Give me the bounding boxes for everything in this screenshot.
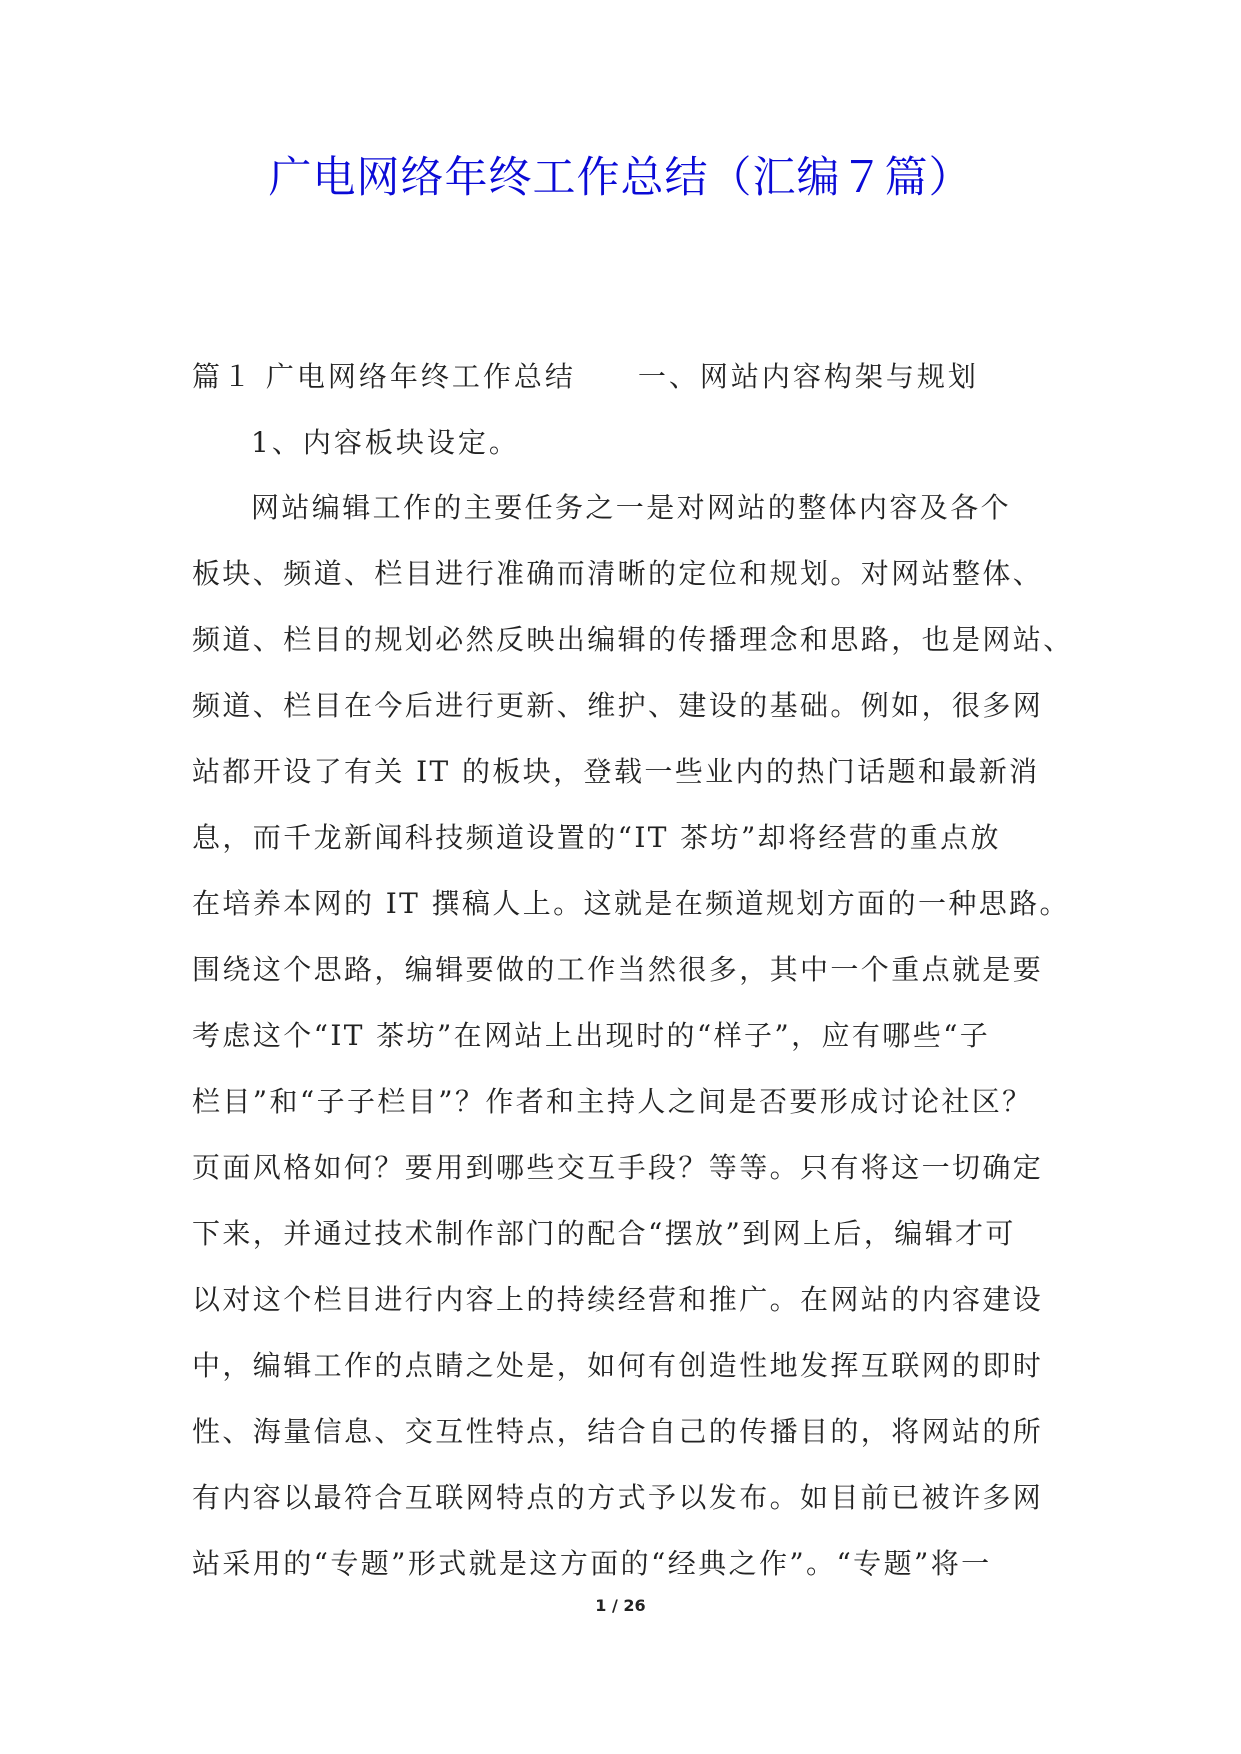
body-line: 有内容以最符合互联网特点的方式予以发布。如目前已被许多网 (192, 1481, 1044, 1514)
body-line: 下来，并通过技术制作部门的配合“摆放”到网上后，编辑才可 (192, 1217, 1016, 1250)
body-line: 板块、频道、栏目进行准确而清晰的定位和规划。对网站整体、 (192, 557, 1044, 590)
body-line: 网站编辑工作的主要任务之一是对网站的整体内容及各个 (251, 491, 1012, 524)
body-line: 在培养本网的 IT 撰稿人上。这就是在频道规划方面的一种思路。 (192, 887, 1070, 920)
body-line: 栏目”和“子子栏目”？作者和主持人之间是否要形成讨论社区？ (192, 1085, 1033, 1118)
body-line: 频道、栏目在今后进行更新、维护、建设的基础。例如，很多网 (192, 689, 1044, 722)
body-text (192, 486, 1074, 1608)
body-line: 息，而千龙新闻科技频道设置的“IT 茶坊”却将经营的重点放 (192, 821, 1001, 854)
body-line: 页面风格如何？要用到哪些交互手段？等等。只有将这一切确定 (192, 1151, 1044, 1184)
document-title: 广电网络年终工作总结（汇编７篇） (268, 153, 973, 203)
section-heading-right: 一、网站内容构架与规划 (637, 360, 979, 393)
body-line: 性、海量信息、交互性特点，结合自己的传播目的，将网站的所 (192, 1415, 1044, 1448)
sub-heading: 1、内容板块设定。 (251, 426, 520, 459)
page-number: 1 / 26 (595, 1596, 646, 1615)
body-line: 站采用的“专题”形式就是这方面的“经典之作”。“专题”将一 (192, 1547, 992, 1580)
body-line: 围绕这个思路，编辑要做的工作当然很多，其中一个重点就是要 (192, 953, 1044, 986)
body-line: 以对这个栏目进行内容上的持续经营和推广。在网站的内容建设 (192, 1283, 1044, 1316)
body-line: 考虑这个“IT 茶坊”在网站上出现时的“样子”，应有哪些“子 (192, 1019, 991, 1052)
section-heading (192, 355, 979, 399)
body-line: 中，编辑工作的点睛之处是，如何有创造性地发挥互联网的即时 (192, 1349, 1044, 1382)
body-line: 频道、栏目的规划必然反映出编辑的传播理念和思路，也是网站、 (192, 623, 1074, 656)
section-heading-left: 篇１ 广电网络年终工作总结 (192, 360, 576, 393)
body-line: 站都开设了有关 IT 的板块，登载一些业内的热门话题和最新消 (192, 755, 1040, 788)
